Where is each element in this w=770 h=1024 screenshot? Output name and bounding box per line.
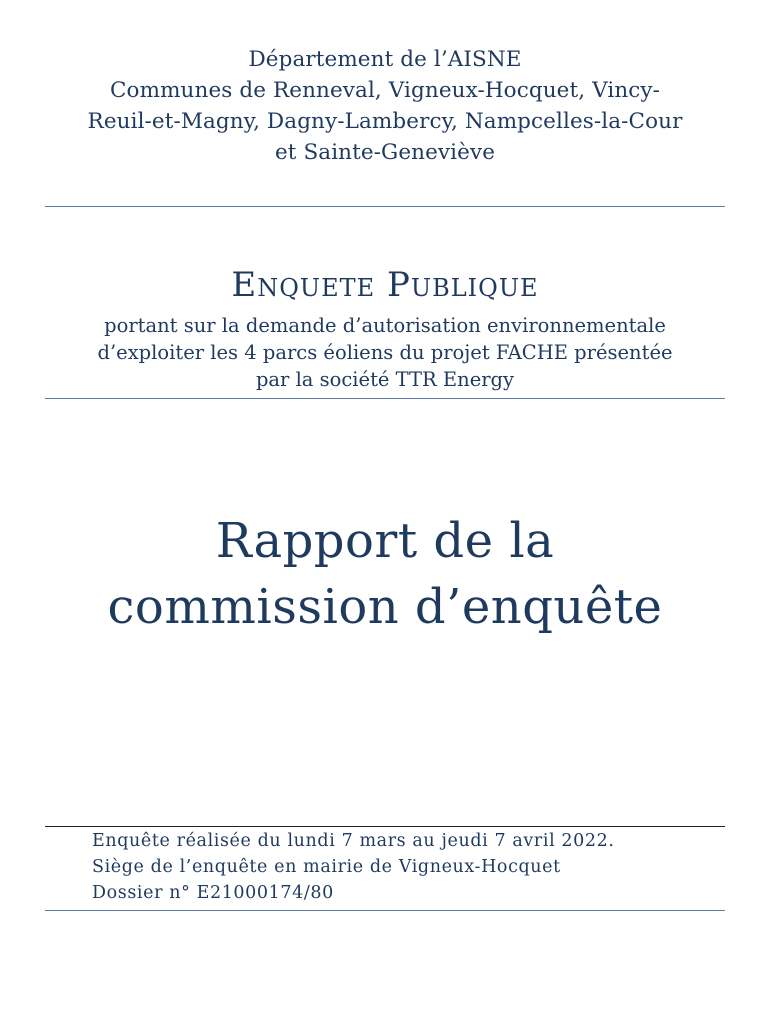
divider-top xyxy=(45,206,725,207)
header-line-communes-2: Reuil-et-Magny, Dagny-Lambercy, Nampcelles-la-Cour xyxy=(87,109,683,134)
header-line-communes-3: et Sainte-Geneviève xyxy=(274,140,496,165)
enquete-subtitle-line: d’exploiter les 4 parcs éoliens du projet FACHE présentée xyxy=(97,341,673,364)
footer-line-siege: Siège de l’enquête en mairie de Vigneux-Hocquet xyxy=(92,857,561,877)
footer-line-dossier: Dossier n° E21000174/80 xyxy=(92,883,334,903)
header-line-department: Département de l’AISNE xyxy=(248,47,522,72)
footer-line-dates: Enquête réalisée du lundi 7 mars au jeudi 7 avril 2022. xyxy=(92,831,615,851)
report-title-line: commission d’enquête xyxy=(107,579,663,635)
divider-footer-bottom xyxy=(45,910,725,911)
enquete-subtitle xyxy=(40,312,730,393)
divider-footer-top xyxy=(45,826,725,827)
enquete-title: Enquete Publique xyxy=(231,265,539,305)
report-title xyxy=(40,508,730,640)
enquete-subtitle-line: portant sur la demande d’autorisation environnementale xyxy=(104,314,666,337)
divider-middle xyxy=(45,398,725,399)
report-title-line: Rapport de la xyxy=(215,513,555,569)
header-block xyxy=(40,44,730,168)
header-line-communes-1: Communes de Renneval, Vigneux-Hocquet, Vincy- xyxy=(109,78,661,103)
footer-info xyxy=(92,828,615,906)
enquete-subtitle-line: par la société TTR Energy xyxy=(255,368,515,391)
